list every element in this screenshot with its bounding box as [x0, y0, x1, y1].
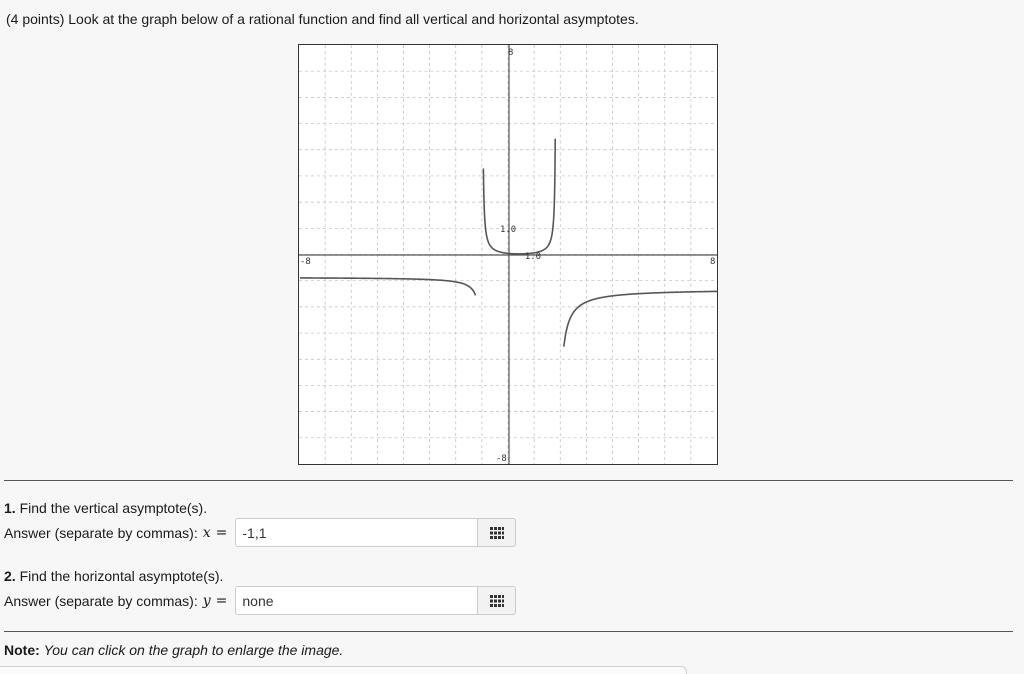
- x-tick-label: 1.0: [524, 251, 542, 262]
- curve-left-branch: [300, 278, 476, 295]
- note: [4, 642, 343, 658]
- keypad-icon: [490, 527, 504, 539]
- note-label: Note:: [4, 642, 40, 658]
- question-2-label: [4, 568, 223, 584]
- question-2-variable: y: [202, 592, 211, 609]
- question-2-answer-row: [4, 586, 516, 615]
- horizontal-asymptote-equation-editor-button[interactable]: [478, 586, 516, 615]
- y-max-label: 8: [508, 47, 514, 58]
- curve-middle-branch: [483, 139, 555, 254]
- question-1-number: 1.: [4, 500, 16, 516]
- curve-right-branch: [564, 291, 717, 346]
- question-2-text: Find the horizontal asymptote(s).: [19, 568, 224, 584]
- question-1-answer-row: [4, 518, 516, 547]
- y-tick-label: 1.0: [500, 225, 517, 236]
- horizontal-asymptote-input[interactable]: [235, 586, 478, 615]
- keypad-icon: [490, 595, 504, 607]
- question-1-equals: =: [215, 524, 228, 541]
- question-2-equals: =: [215, 592, 228, 609]
- question-2-prompt: Answer (separate by commas):: [4, 592, 198, 609]
- graph-svg[interactable]: [299, 45, 717, 464]
- bottom-frame-edge: [0, 666, 687, 674]
- divider-bottom: [4, 631, 1013, 632]
- y-min-label: -8: [496, 454, 507, 464]
- problem-title: (4 points) Look at the graph below of a rational function and find all vertical and horizontal asymptotes.: [6, 11, 639, 27]
- note-text: You can click on the graph to enlarge the image.: [43, 642, 344, 658]
- question-1-text: Find the vertical asymptote(s).: [19, 500, 208, 516]
- vertical-asymptote-equation-editor-button[interactable]: [478, 518, 516, 547]
- question-1-variable: x: [202, 524, 211, 541]
- x-min-label: -8: [299, 256, 311, 267]
- vertical-asymptote-input[interactable]: [235, 518, 478, 547]
- question-1-prompt: Answer (separate by commas):: [4, 524, 198, 541]
- question-1-label: [4, 500, 207, 516]
- divider-top: [4, 480, 1013, 481]
- question-2-number: 2.: [4, 568, 16, 584]
- x-max-label: 8: [710, 256, 716, 267]
- rational-function-graph[interactable]: [298, 44, 718, 465]
